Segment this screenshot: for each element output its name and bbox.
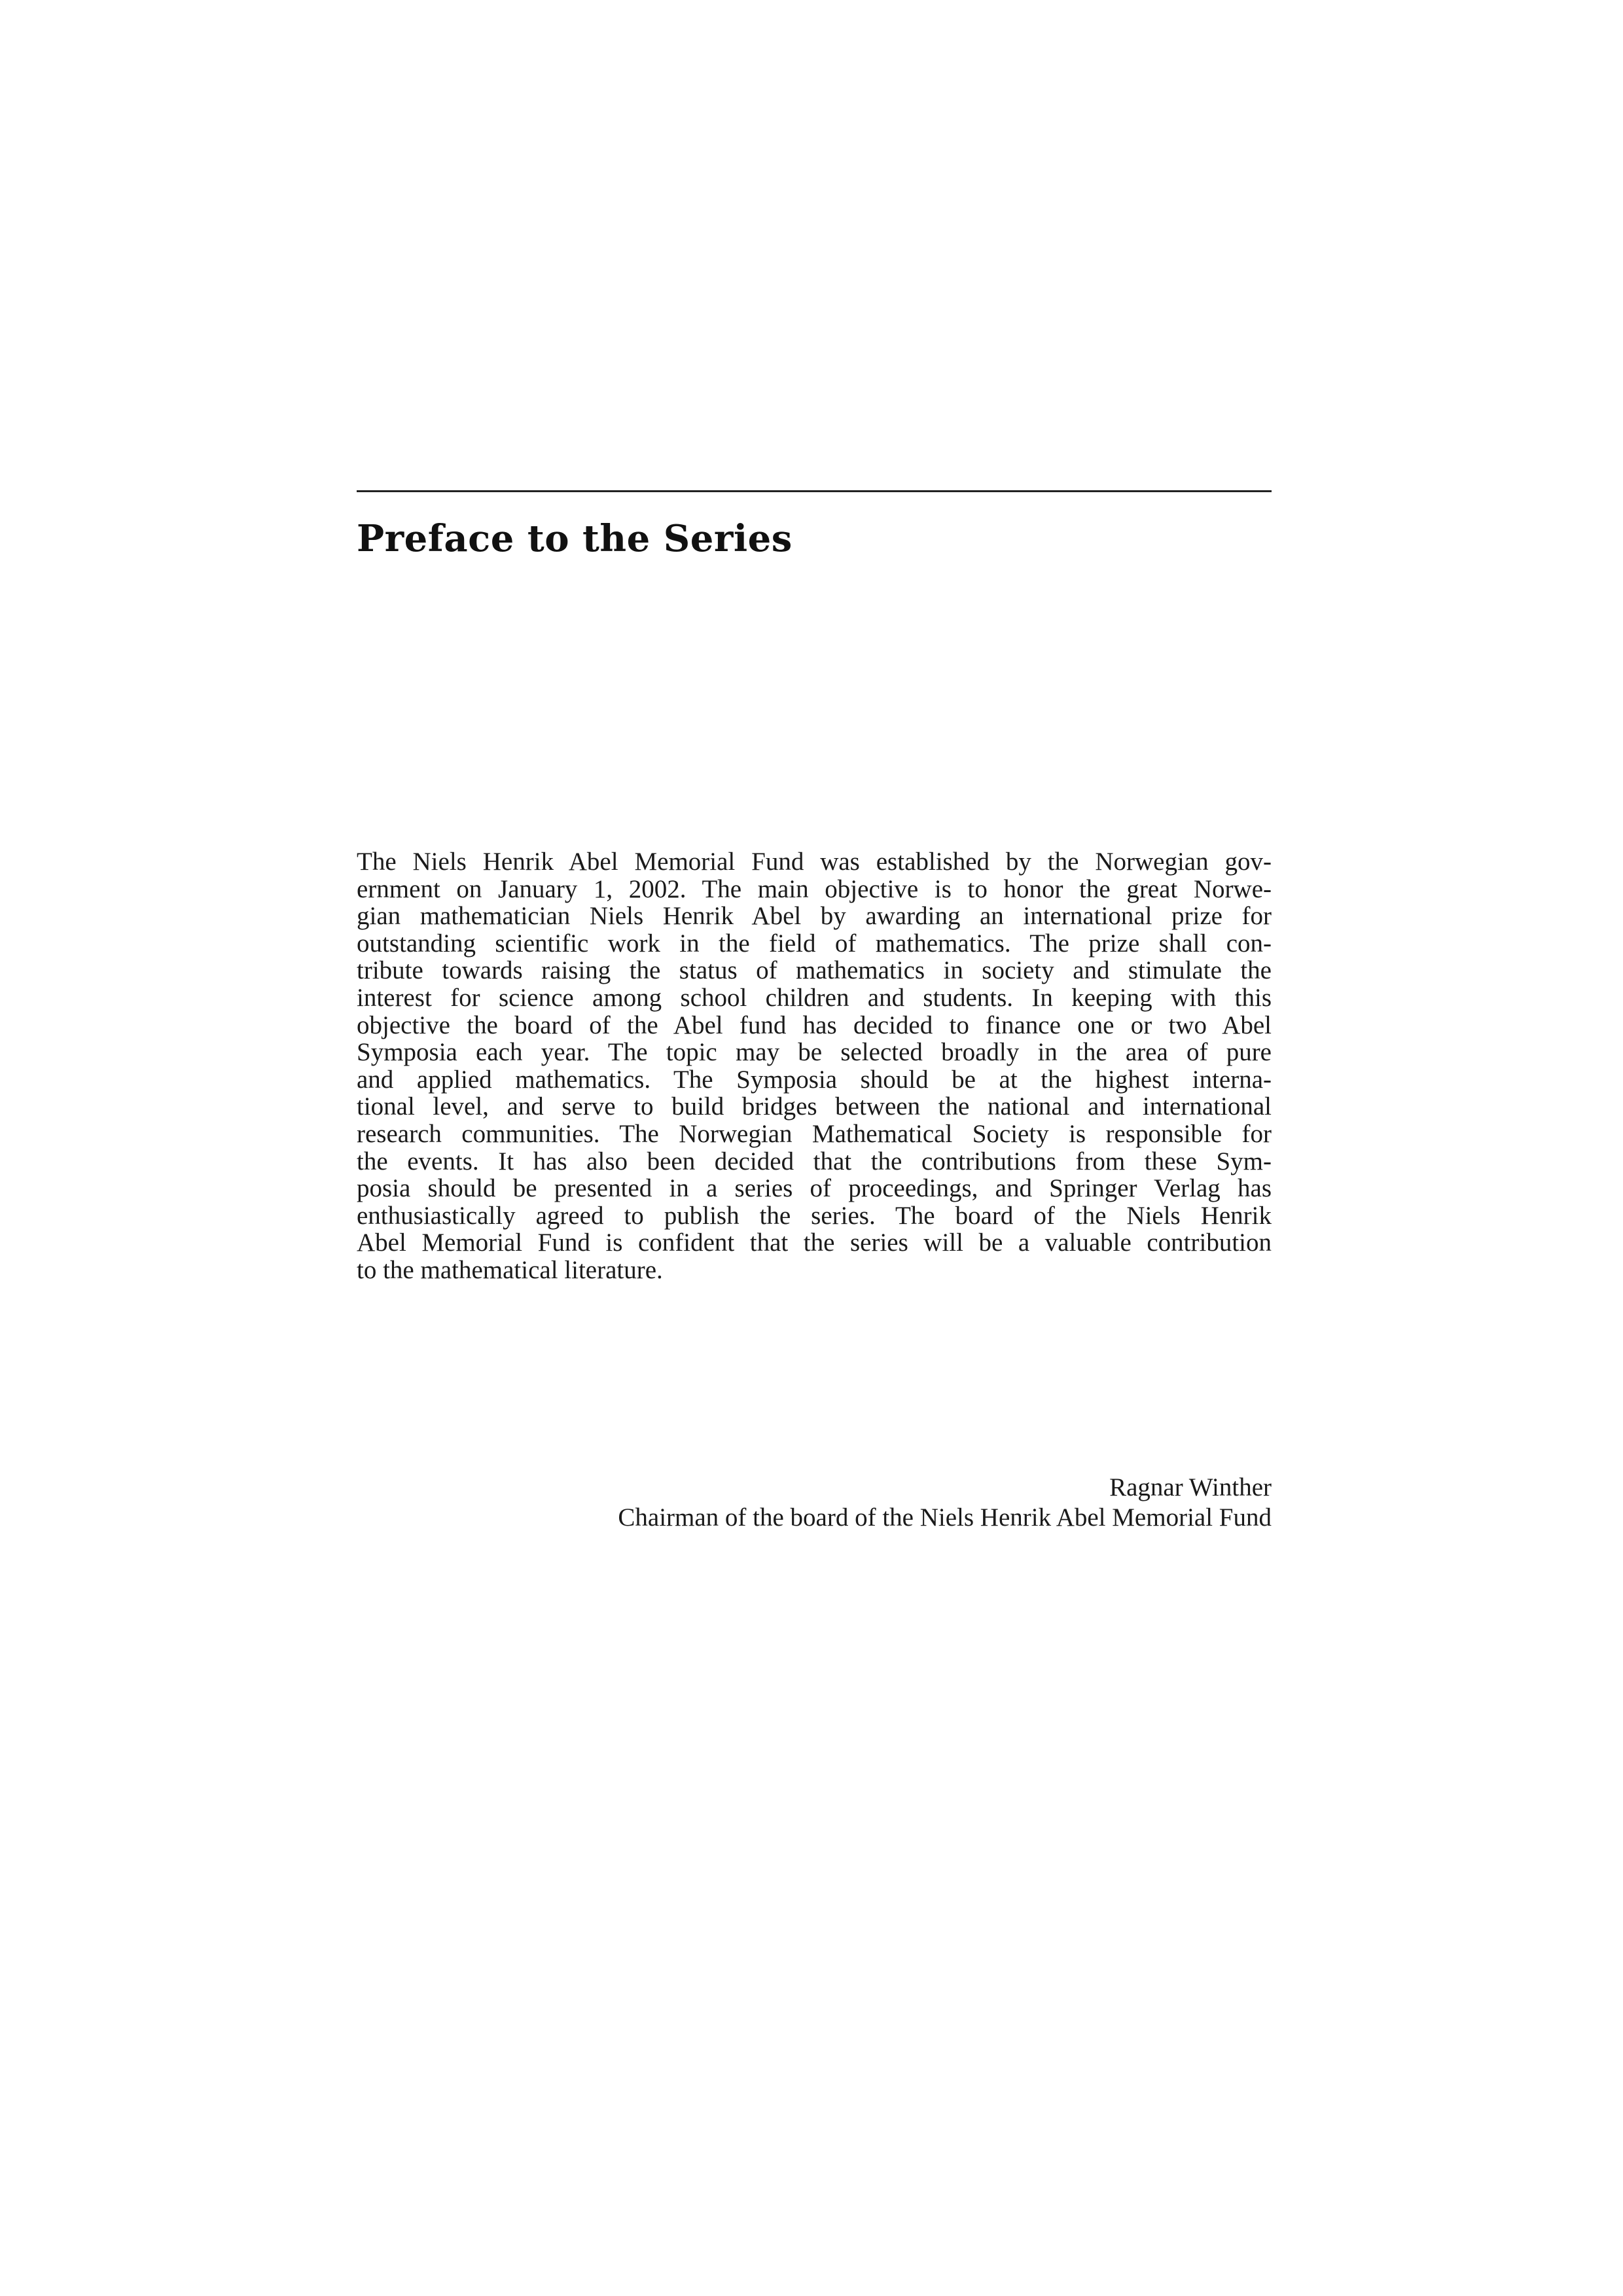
- preface-paragraph: [357, 848, 1272, 1284]
- page-title: Preface to the Series: [357, 517, 793, 560]
- signature-block: [357, 1473, 1272, 1533]
- paragraph-line: The Niels Henrik Abel Memorial Fund was established by the Norwegian gov-: [357, 848, 1272, 876]
- paragraph-line: gian mathematician Niels Henrik Abel by awarding an international prize for: [357, 902, 1272, 931]
- paragraph-line: objective the board of the Abel fund has decided to finance one or two Abel: [357, 1011, 1272, 1039]
- paragraph-line: tional level, and serve to build bridges between the national and international: [357, 1092, 1272, 1121]
- signatory-role: Chairman of the board of the Niels Henrik Abel Memorial Fund: [618, 1503, 1272, 1532]
- paragraph-line: outstanding scientific work in the field of mathematics. The prize shall con-: [357, 929, 1272, 958]
- paragraph-line: enthusiastically agreed to publish the series. The board of the Niels Henrik: [357, 1201, 1272, 1230]
- paragraph-line: Abel Memorial Fund is confident that the series will be a valuable contribution: [357, 1229, 1272, 1257]
- paragraph-line: tribute towards raising the status of mathematics in society and stimulate the: [357, 956, 1272, 985]
- paragraph-line: Symposia each year. The topic may be selected broadly in the area of pure: [357, 1038, 1272, 1067]
- paragraph-line: interest for science among school children and students. In keeping with this: [357, 983, 1272, 1012]
- title-rule: [357, 490, 1272, 492]
- paragraph-line: posia should be presented in a series of proceedings, and Springer Verlag has: [357, 1174, 1272, 1203]
- paragraph-line: the events. It has also been decided that the contributions from these Sym-: [357, 1147, 1272, 1175]
- paragraph-line: and applied mathematics. The Symposia should be at the highest interna-: [357, 1065, 1272, 1094]
- signatory-name: Ragnar Winther: [1109, 1473, 1272, 1501]
- paragraph-line: to the mathematical literature.: [357, 1255, 663, 1284]
- paragraph-line: research communities. The Norwegian Mathematical Society is responsible for: [357, 1119, 1272, 1148]
- paragraph-line: ernment on January 1, 2002. The main objective is to honor the great Norwe-: [357, 874, 1272, 903]
